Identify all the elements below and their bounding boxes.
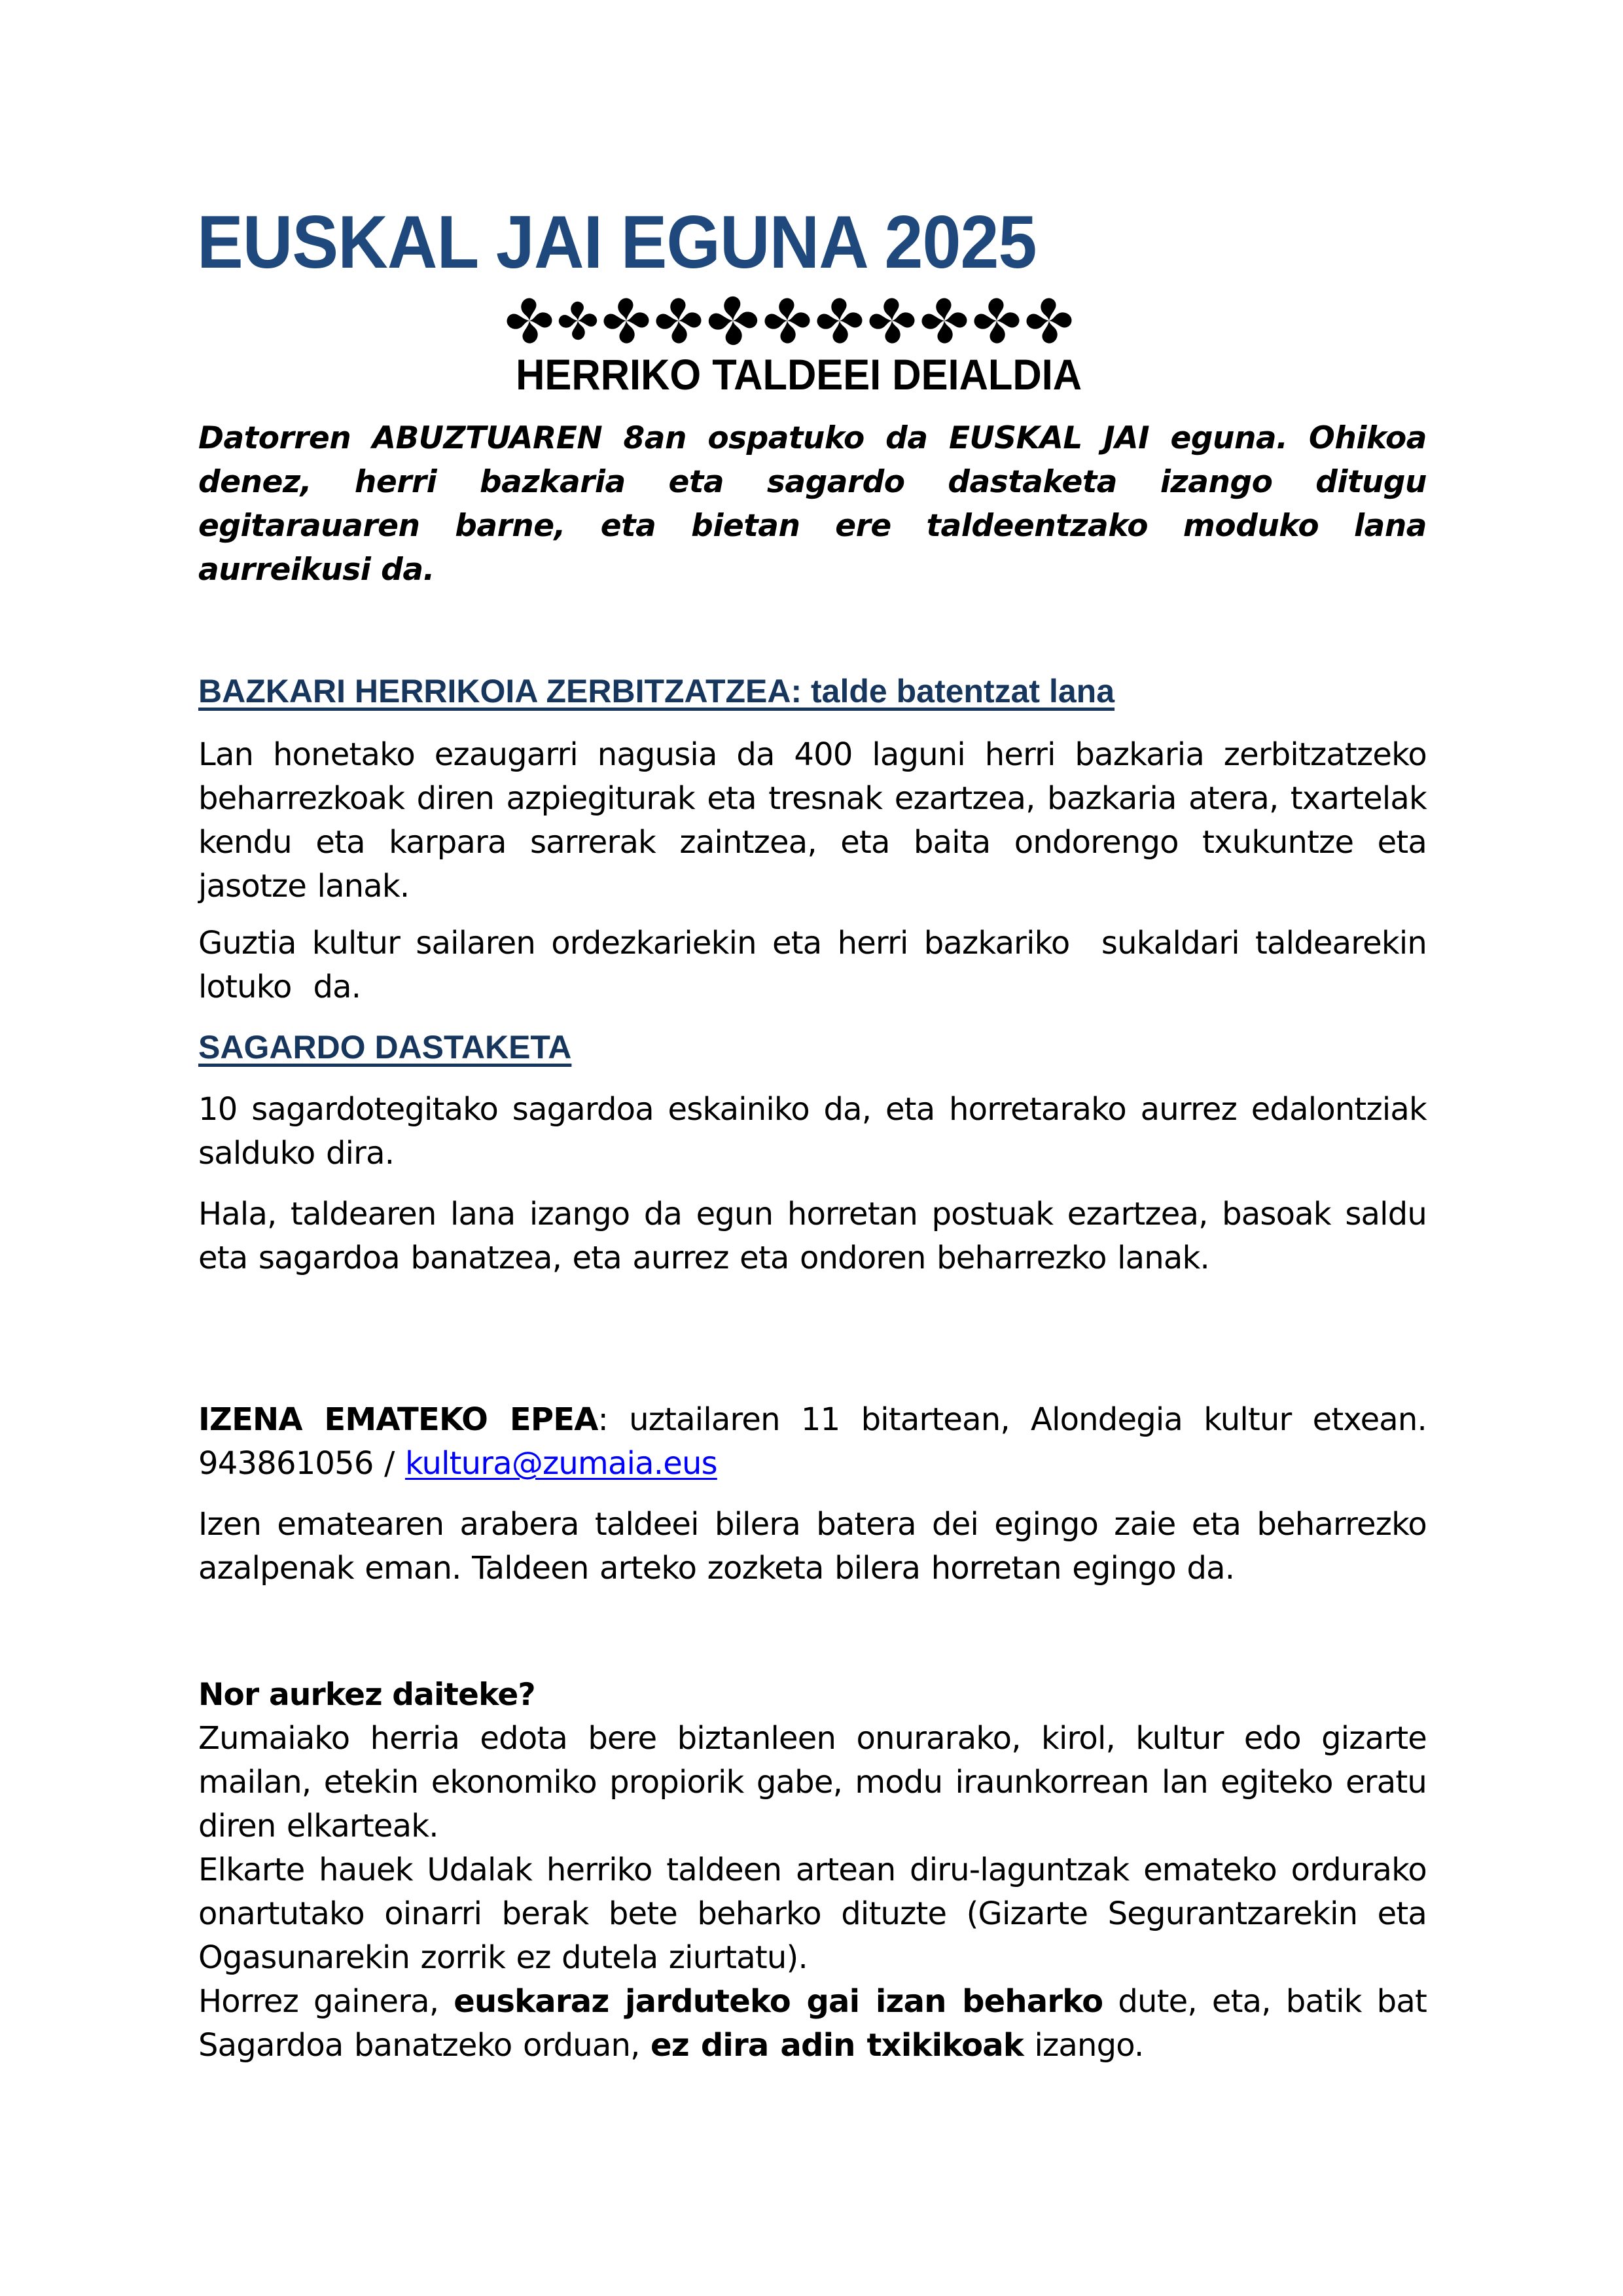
registration-followup: Izen ematearen arabera taldeei bilera batera dei egingo zaie eta beharrezko azalpenak eman. Taldeen arteko zozketa bilera horretan egingo da. [198, 1506, 1427, 1587]
bazkaria-paragraph-2: Guztia kultur sailaren ordezkariekin eta herri bazkariko sukaldari taldearekin lotuko da. [198, 925, 1438, 1005]
registration-paragraph [198, 1398, 1427, 1486]
eligibility-text-1: Horrez gainera, [198, 1983, 454, 2020]
eligibility-text-2: dute, eta, batik bat Sagardoa banatzeko orduan, [198, 1983, 1427, 2064]
lauburu-icon [601, 293, 652, 349]
lauburu-icon [971, 293, 1022, 349]
section-heading-bazkaria: BAZKARI HERRIKOIA ZERBITZATZEA: talde batentzat lana [198, 673, 1115, 709]
eligibility-bold-language: euskaraz jarduteko gai izan beharko [454, 1983, 1103, 2020]
eligibility-heading: Nor aurkez daiteke? [198, 1677, 535, 1713]
registration-label: IZENA EMATEKO EPEA [198, 1401, 598, 1438]
page-subtitle: HERRIKO TALDEEI DEIALDIA [516, 350, 1082, 399]
lauburu-icon [1024, 293, 1075, 349]
eligibility-bold-age: ez dira adin txikikoak [651, 2027, 1024, 2064]
lauburu-icon [504, 293, 555, 349]
intro-paragraph: Datorren ABUZTUAREN 8an ospatuko da EUSKAL JAI eguna. Ohikoa denez, herri bazkaria eta sagardo dastaketa izango ditugu egitarauaren barne, eta bietan ere taldeentzako moduko lana aurreikusi da. [198, 420, 1427, 588]
email-link[interactable]: kultura@zumaia.eus [404, 1445, 717, 1482]
eligibility-paragraph-3 [198, 1980, 1427, 2068]
lauburu-icon [556, 299, 599, 342]
page-title: EUSKAL JAI EGUNA 2025 [197, 201, 1037, 284]
bazkaria-paragraph-1: Lan honetako ezaugarri nagusia da 400 laguni herri bazkaria zerbitzatzeko beharrezkoak diren azpiegiturak eta tresnak ezartzea, bazkaria atera, txartelak kendu eta karpara sarrerak zaintzea, eta baita ondorengo txukuntze eta jasotze lanak. [198, 736, 1427, 905]
lauburu-icon [866, 293, 918, 349]
registration-text: : uztailaren 11 bitartean, Alondegia kultur etxean. 943861056 / [198, 1401, 1427, 1482]
sagardoa-paragraph-2: Hala, taldearen lana izango da egun horretan postuak ezartzea, basoak saldu eta sagardoa banatzea, eta aurrez eta ondoren beharrezko lanak. [198, 1196, 1427, 1276]
lauburu-decoration-row [504, 288, 1106, 353]
eligibility-text-3: izango. [1023, 2027, 1144, 2064]
lauburu-icon [762, 293, 813, 349]
document-page [197, 0, 1438, 2296]
lauburu-icon [653, 293, 704, 349]
sagardoa-paragraph-1: 10 sagardotegitako sagardoa eskainiko da, eta horretarako aurrez edalontziak salduko dira. [198, 1091, 1427, 1172]
eligibility-paragraph-2: Elkarte hauek Udalak herriko taldeen artean diru-laguntzak emateko ordurako onartutako oinarri berak bete beharko dituzte (Gizarte Segurantzarekin eta Ogasunarekin zorrik ez dutela ziurtatu). [198, 1852, 1427, 1976]
lauburu-icon [814, 293, 865, 349]
lauburu-icon [705, 289, 760, 352]
section-heading-sagardoa: SAGARDO DASTAKETA [198, 1029, 572, 1066]
lauburu-icon [919, 293, 970, 349]
eligibility-paragraph-1: Zumaiako herria edota bere biztanleen onurarako, kirol, kultur edo gizarte mailan, etekin ekonomiko propiorik gabe, modu iraunkorrean lan egiteko eratu diren elkarteak. [198, 1720, 1427, 1844]
